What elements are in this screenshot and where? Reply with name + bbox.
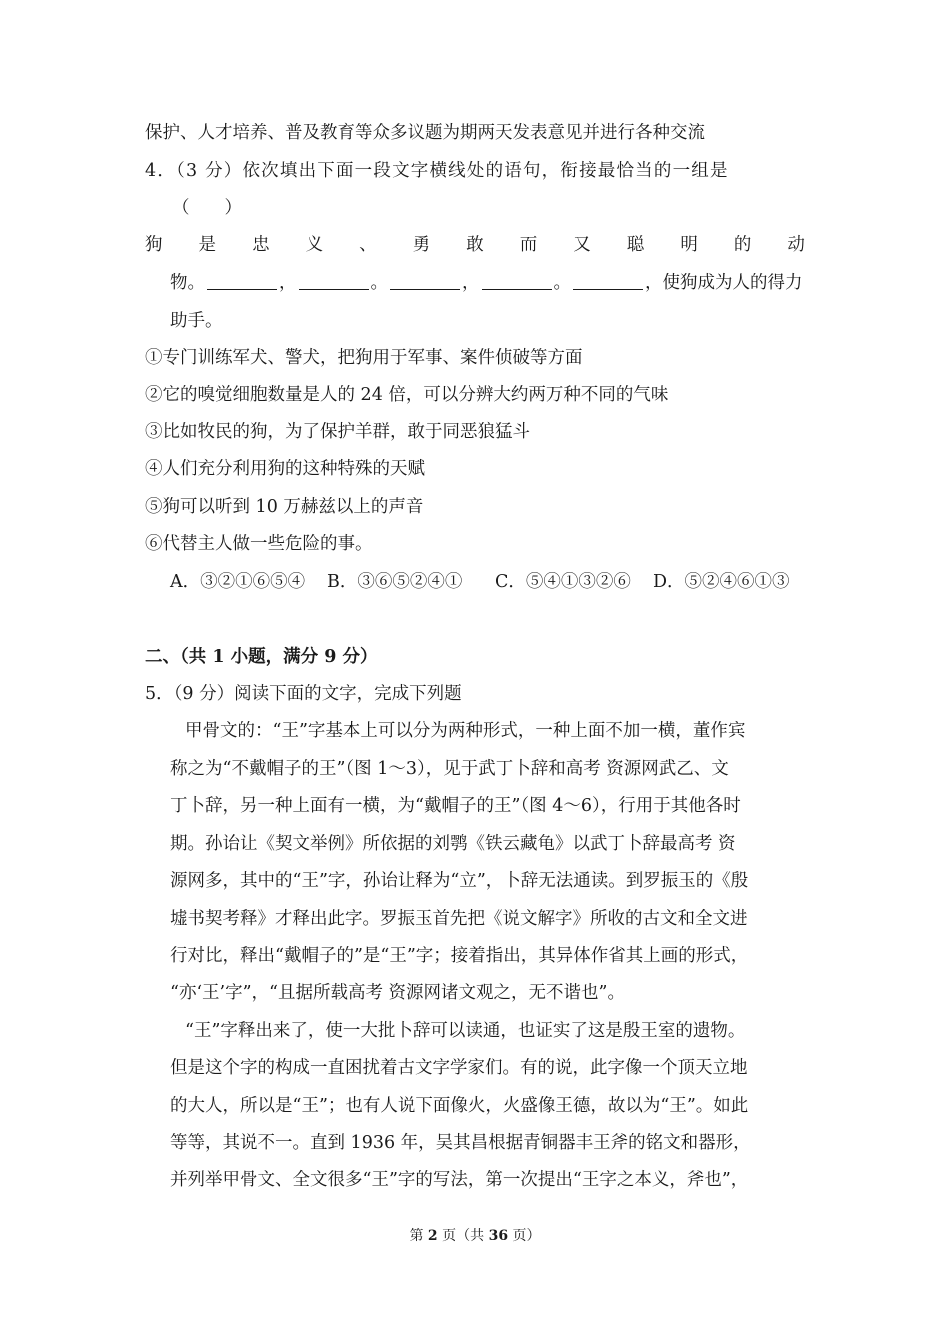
- passage-char: 勇: [412, 235, 431, 255]
- fill-blank-2[interactable]: [299, 271, 369, 290]
- footer-prefix: 第: [409, 1228, 428, 1244]
- q4-passage-line1: [145, 233, 805, 257]
- q5-line: 并列举甲骨文、全文很多“王”字的写法，第一次提出“王字之本义，斧也”，: [170, 1170, 749, 1190]
- q4-passage-line2: [170, 271, 803, 295]
- page-footer: [0, 1226, 950, 1246]
- q4-item-6: ⑥代替主人做一些危险的事。: [145, 534, 373, 554]
- passage-char: 的: [733, 235, 752, 255]
- q4-stem-line2: （ ）: [172, 198, 242, 218]
- passage-char: 狗: [145, 235, 163, 255]
- q4-stem-line1: 4．（3 分）依次填出下面一段文字横线处的语句，衔接最恰当的一组是: [145, 161, 729, 181]
- sep: 。: [370, 273, 388, 293]
- fill-blank-3[interactable]: [390, 271, 460, 290]
- passage-char: 义: [305, 235, 324, 255]
- sep: 。: [553, 273, 571, 293]
- sep: ，: [279, 273, 297, 293]
- q4-item-5: ⑤狗可以听到 10 万赫兹以上的声音: [145, 497, 424, 517]
- fill-blank-4[interactable]: [482, 271, 552, 290]
- passage-char: 明: [680, 235, 698, 255]
- q5-line: 期。孙诒让《契文举例》所依据的刘鹗《铁云藏龟》以武丁卜辞最高考 资: [170, 834, 736, 854]
- q5-line: 丁卜辞，另一种上面有一横，为“戴帽子的王”（图 4～6），行用于其他各时: [170, 796, 741, 816]
- passage-char: 、: [359, 235, 377, 255]
- q5-line: 墟书契考释》才释出此字。罗振玉首先把《说文解字》所收的古文和全文进: [170, 909, 748, 929]
- intro-line: 保护、人才培养、普及教育等众多议题为期两天发表意见并进行各种交流: [145, 123, 705, 143]
- section-2-title: 二、（共 1 小题，满分 9 分）: [145, 647, 378, 667]
- q4-item-4: ④人们充分利用狗的这种特殊的天赋: [145, 459, 425, 479]
- sep: ，: [462, 273, 480, 293]
- q5-line: “亦‘王’字”，“且据所载高考 资源网诸文观之，无不谐也”。: [170, 983, 625, 1003]
- q4-item-1: ①专门训练军犬、警犬，把狗用于军事、案件侦破等方面: [145, 348, 583, 368]
- footer-middle: 页（共: [437, 1228, 489, 1244]
- footer-page-number: 2: [427, 1228, 438, 1244]
- q5-line: 但是这个字的构成一直困扰着古文字学家们。有的说，此字像一个顶天立地: [170, 1058, 748, 1078]
- q5-line: 等等，其说不一。直到 1936 年，吴其昌根据青铜器丰王斧的铭文和器形，: [170, 1133, 751, 1153]
- footer-suffix: 页）: [508, 1228, 541, 1244]
- passage-start: 物。: [170, 273, 205, 293]
- fill-blank-1[interactable]: [207, 271, 277, 290]
- q4-option-c[interactable]: C．⑤④①③②⑥: [495, 572, 631, 592]
- passage-char: 聪: [626, 235, 645, 255]
- q5-line: 甲骨文的：“王”字基本上可以分为两种形式，一种上面不加一横，董作宾: [185, 721, 746, 741]
- passage-char: 又: [573, 235, 591, 255]
- q5-line: 的大人，所以是“王”；也有人说下面像火，火盛像王德，故以为“王”。如此: [170, 1096, 749, 1116]
- q5-stem: 5．（9 分）阅读下面的文字，完成下列题: [145, 684, 462, 704]
- q4-option-b[interactable]: B．③⑥⑤②④①: [327, 572, 463, 592]
- passage-end: ，使狗成为人的得力: [645, 273, 803, 293]
- q4-passage-line3: 助手。: [170, 311, 223, 331]
- passage-char: 动: [787, 235, 805, 255]
- q4-option-a[interactable]: A．③②①⑥⑤④: [170, 572, 306, 592]
- fill-blank-5[interactable]: [573, 271, 643, 290]
- q4-item-2: ②它的嗅觉细胞数量是人的 24 倍，可以分辨大约两万种不同的气味: [145, 385, 669, 405]
- q4-item-3: ③比如牧民的狗，为了保护羊群，敢于同恶狼猛斗: [145, 422, 530, 442]
- q5-line: 源网多，其中的“王”字，孙诒让释为“立”，卜辞无法通读。到罗振玉的《殷: [170, 871, 749, 891]
- passage-char: 忠: [252, 235, 270, 255]
- q5-line: 称之为“不戴帽子的王”（图 1～3），见于武丁卜辞和高考 资源网武乙、文: [170, 759, 729, 779]
- q5-line: “王”字释出来了，使一大批卜辞可以读通，也证实了这是殷王室的遗物。: [185, 1021, 746, 1041]
- passage-char: 敢: [466, 235, 484, 255]
- footer-total-pages: 36: [488, 1228, 509, 1244]
- passage-char: 是: [198, 235, 217, 255]
- passage-char: 而: [519, 235, 538, 255]
- q5-line: 行对比，释出“戴帽子的”是“王”字；接着指出，其异体作省其上画的形式，: [170, 946, 749, 966]
- q4-option-d[interactable]: D．⑤②④⑥①③: [653, 572, 790, 592]
